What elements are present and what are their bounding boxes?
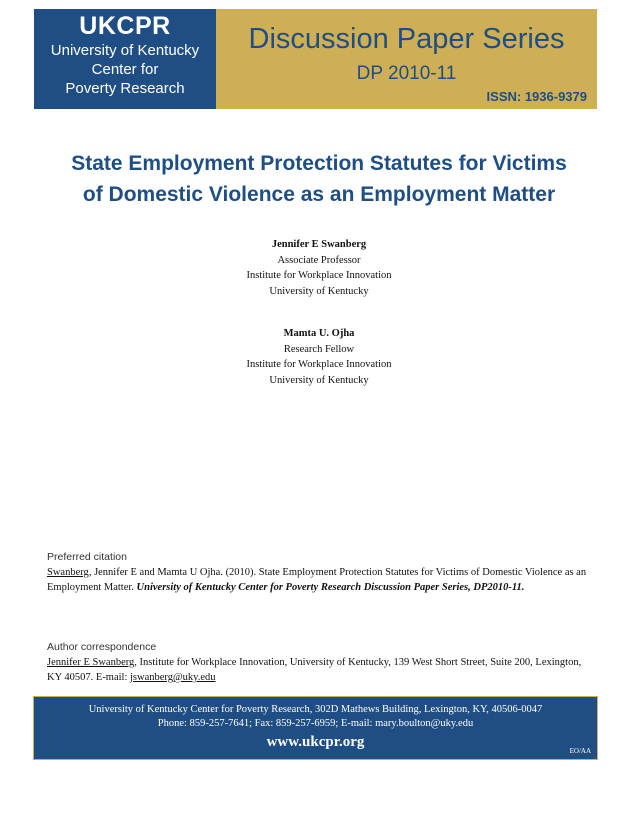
footer-block xyxy=(34,697,597,759)
eo-aa-notice: EO/AA xyxy=(569,747,591,755)
author-institute: Institute for Workplace Innovation xyxy=(246,359,392,370)
footer-address: University of Kentucky Center for Poverty Research, 302D Mathews Building, Lexington, KY, 40506-0047 xyxy=(88,704,543,715)
footer-contact: Phone: 859-257-7641; Fax: 859-257-6959; E-mail: mary.boulton@uky.edu xyxy=(157,718,474,729)
paper-title xyxy=(20,148,618,210)
author-university: University of Kentucky xyxy=(269,374,369,386)
correspondence-section xyxy=(47,640,595,685)
footer-website-link[interactable]: www.ukcpr.org xyxy=(266,734,365,750)
org-line-2: Center for xyxy=(91,61,159,78)
title-line-2: of Domestic Violence as an Employment Matter xyxy=(82,183,556,206)
author-institute: Institute for Workplace Innovation xyxy=(246,270,392,281)
org-acronym: UKCPR xyxy=(79,12,171,40)
author-role: Research Fellow xyxy=(283,343,355,355)
title-line-1: State Employment Protection Statutes for Victims xyxy=(71,152,567,175)
citation-body: , Jennifer E and Mamta U Ojha. (2010). State Employment Protection Statutes for Victims of Domestic Violence as an Employment Matter. xyxy=(47,567,587,593)
issn: ISSN: 1936-9379 xyxy=(486,89,587,104)
org-line-1: University of Kentucky xyxy=(50,42,200,59)
citation-section xyxy=(47,550,595,595)
header-series-block xyxy=(216,9,597,109)
correspondence-name: Jennifer E Swanberg xyxy=(47,657,135,668)
citation-text xyxy=(47,565,595,595)
author-role: Associate Professor xyxy=(277,254,361,266)
author-block-1 xyxy=(0,237,638,299)
author-name: Jennifer E Swanberg xyxy=(271,239,367,250)
author-block-2 xyxy=(0,326,638,388)
author-name: Mamta U. Ojha xyxy=(283,328,355,339)
header-logo-block xyxy=(34,9,216,109)
correspondence-email[interactable]: jswanberg@uky.edu xyxy=(130,672,216,683)
citation-journal: University of Kentucky Center for Poverty Research Discussion Paper Series, DP2010-11. xyxy=(136,582,525,593)
dp-number: DP 2010-11 xyxy=(356,63,457,84)
series-title: Discussion Paper Series xyxy=(248,23,565,55)
citation-author: Swanberg xyxy=(47,567,89,578)
correspondence-text xyxy=(47,655,595,685)
citation-heading: Preferred citation xyxy=(47,551,127,563)
org-line-3: Poverty Research xyxy=(65,80,185,97)
correspondence-body: , Institute for Workplace Innovation, University of Kentucky, 139 West Short Street, Suite 200, Lexington, KY 40507. E-mail: xyxy=(47,657,582,683)
author-university: University of Kentucky xyxy=(269,285,369,297)
correspondence-heading: Author correspondence xyxy=(47,641,157,653)
